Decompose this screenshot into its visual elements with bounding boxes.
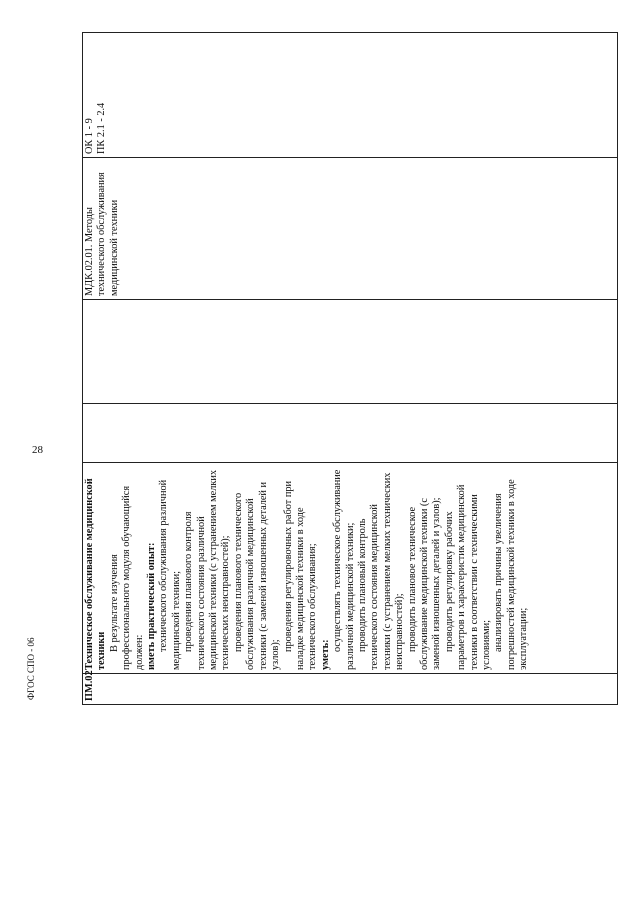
experience-heading: иметь практический опыт: [146,542,158,670]
module-intro: В результате изучения профессионального модуля обучающийся должен: [108,485,145,670]
experience-item: технического обслуживания различной медицинской техники; [158,479,182,670]
module-code: ПМ.02 [84,670,95,701]
course-name: МДК.02.01. Методы технического обслуживания медицинской техники [84,172,120,296]
module-code-cell [83,670,618,705]
module-title: Техническое обслуживание медицинской техники [84,478,108,670]
skill-item: проводить регулировку рабочих параметров и характеристик медицинской техники в соответствии с техническими условиями; [443,484,492,670]
skill-item: проводить плановый контроль технического состояния медицинской техники (с устранением мелких технических неисправностей); [356,472,406,670]
experience-item: проведения регулировочных работ при наладке медицинской техники в ходе технического обслуживания; [282,481,319,670]
skill-item: анализировать причины увеличения погрешностей медицинской техники в ходе эксплуатации; [493,479,530,670]
skill-item: проводить плановое техническое обслуживание медицинской техники (с заменой изношенных деталей и узлов); [406,497,443,670]
course-cell [83,158,618,300]
experience-item: проведения планового технического обслуживания различной медицинской техники (с заменой изношенных деталей и узлов); [232,481,282,670]
module-description-cell [83,463,618,674]
footer-code: ФГОС СПО - 06 [26,637,36,700]
competencies-cell [83,33,618,158]
hours-cell-a [83,404,618,463]
competencies: ОК 1 - 9 ПК 2.1 - 2.4 [84,102,108,154]
page-number: 28 [32,444,43,456]
skills-heading: уметь: [319,639,331,670]
curriculum-table [82,32,618,705]
rotated-document-content [82,75,618,705]
experience-item: проведения планового контроля технического состояния различной медицинской техники (с устранением мелких технических неисправностей); [183,470,232,670]
skill-item: осуществлять техническое обслуживание различной медицинской техники; [332,469,356,670]
table-row [83,33,618,705]
hours-cell-b [83,300,618,404]
